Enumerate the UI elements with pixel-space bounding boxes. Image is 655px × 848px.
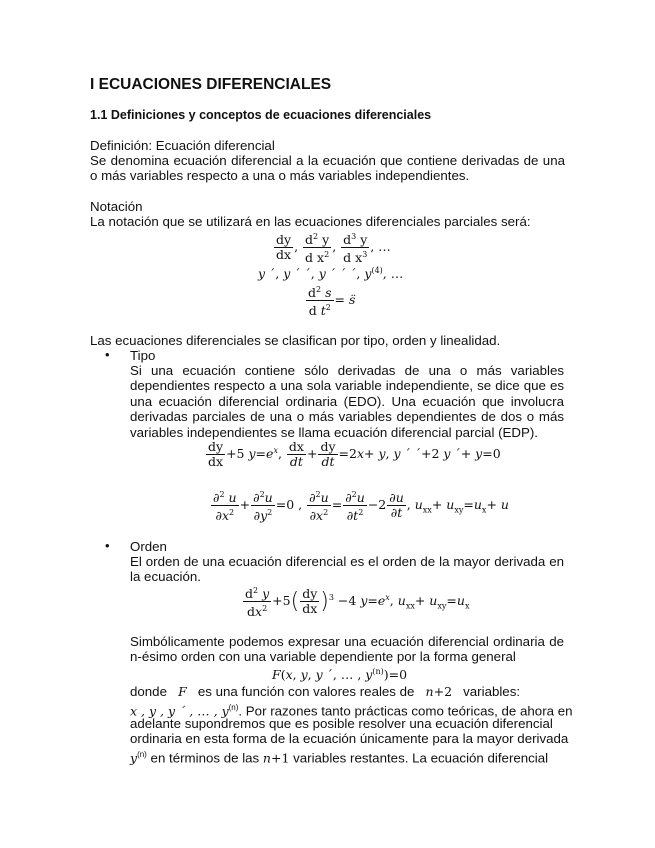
donde-line2: x , y , y ´ , … , $y^{(n)}$. Por razones tanto prácticas como teóricas, de ahora en [130, 703, 573, 719]
equation-prime-notation: y ´, y ´ ´, y ´ ´ ´, $y^{(4)}$, … [258, 266, 404, 282]
chapter-title: I ECUACIONES DIFERENCIALES [90, 76, 332, 93]
bullet-icon: • [105, 538, 110, 553]
equation-leibniz-notation: $\frac{dy}{dx}$ , $\frac{d^2 y}{d x^2}$ , $\frac{d^3 y}{d x^3}$ , … [276, 232, 391, 266]
definition-text: Se denomina ecuación diferencial a la ecuación que contiene derivadas de una o más variables respecto a una o más variables independientes. [90, 153, 565, 184]
notation-text: La notación que se utilizará en las ecuaciones diferenciales parciales será: [90, 214, 531, 229]
definition-label: Definición: Ecuación diferencial [90, 138, 275, 153]
tipo-label: Tipo [130, 348, 156, 363]
donde-line4: ordinaria en esta forma de la ecuación únicamente para la mayor derivada [130, 731, 569, 746]
notation-label: Notación [90, 199, 143, 214]
bullet-icon: • [105, 347, 110, 362]
equation-pde-examples: $\frac{\partial^2 u}{\partial x^2}$ + $\frac{\partial^2u}{\partial y^2}$ =0 , $\frac{\partial^2u}{\partial x^2}$ = $\frac{\partial^2u}{\partial t^2}$ −2 $\frac{\partial u}{\partial t}$ , $u_{xx}+ u_{xy}=u_x+ u$ [213, 490, 509, 524]
equation-dot-notation: $\frac{d^2 s}{d t^2}$ = s̈ [308, 285, 356, 319]
symbolic-text: Simbólicamente podemos expresar una ecuación diferencial ordinaria de n-ésimo orden con una variable dependiente por la forma general [130, 634, 564, 665]
donde-line1: donde F es una función con valores reales de n+2 variables: [130, 684, 521, 699]
equation-ode-examples: $\frac{dy}{dx}$ +5 $y=e^x$, $\frac{dx}{dt}$ + $\frac{dy}{dt}$ =2x+ y, y ´ ´+2 y ´+ y=0 [208, 439, 501, 469]
equation-general-form: F(x, y, y ´, … , $y^{(n)})=0$ [272, 667, 408, 683]
section-title: 1.1 Definiciones y conceptos de ecuaciones diferenciales [90, 108, 432, 122]
orden-text: El orden de una ecuación diferencial es el orden de la mayor derivada en la ecuación. [130, 554, 564, 585]
equation-order-example: $\frac{d^2 y}{dx^2}$ +5( $\frac{dy}{dx}$ )$^3$ −4 $y=e^x$, $u_{xx}+ u_{xy}=u_x$ [245, 586, 470, 620]
tipo-text: Si una ecuación contiene sólo derivadas de una o más variables dependientes respecto a una sola variable independiente, se dice que es una ecuación diferencial ordinaria (EDO). Una ecuación que involucra derivadas parciales de una o más variables dependientes de dos o más variables independientes se llama ecuación diferencial parcial (EDP). [130, 363, 564, 440]
donde-line5: $y^{(n)}$ en términos de las n+1 variables restantes. La ecuación diferencial [130, 750, 549, 766]
classification-text: Las ecuaciones diferenciales se clasifican por tipo, orden y linealidad. [90, 333, 501, 348]
orden-label: Orden [130, 539, 167, 554]
donde-line3: adelante supondremos que es posible resolver una ecuación diferencial [130, 716, 553, 731]
